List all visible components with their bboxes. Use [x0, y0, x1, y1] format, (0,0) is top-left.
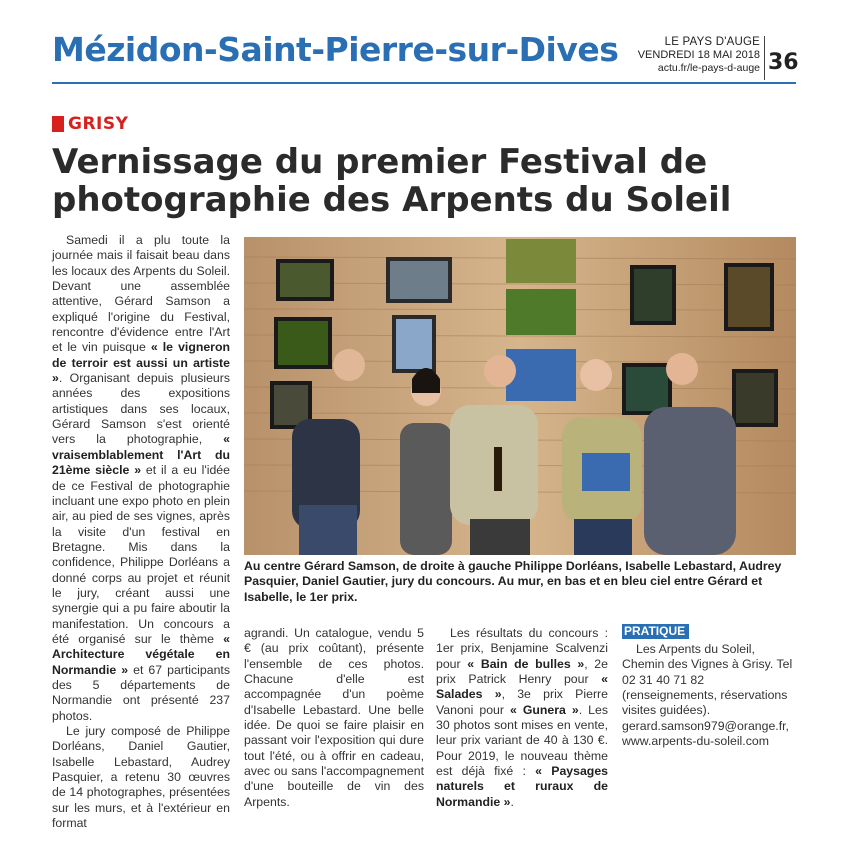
header-rule: [52, 82, 796, 84]
text: , 2e prix Patrick Henry pour: [436, 656, 608, 687]
text: et 67 participants des 5 départements de Normandie ont présenté 237 photos.: [52, 662, 230, 723]
article-column-2: [244, 626, 424, 810]
rubric-label: GRISY: [68, 114, 129, 134]
pratique-body: Les Arpents du Soleil, Chemin des Vignes à Grisy. Tel 02 31 40 71 82 (renseignements, réservations visites guidées). gerard.samson979@orange.fr, www.arpents-du-soleil.com: [622, 642, 793, 749]
text: et il a eu l'idée de ce Festival de photographie incluant une expo photo en plein air, au pied de ses vignes, après la visite d'un festival en Bretagne. Mis dans la confidence, Philippe Dorléans a donné corps au projet et réunit le jury, créant aussi une synergie qui a pu faire aboutir la manifestation. Un concours a été organisé sur le thème: [52, 463, 230, 646]
header-divider: [764, 36, 765, 80]
quote: « vraisemblablement l'Art du 21ème siècle »: [52, 432, 230, 478]
prize-title: « Bain de bulles »: [467, 656, 585, 671]
text: .: [510, 794, 514, 809]
page-number: 36: [768, 50, 799, 75]
rubric-square-icon: [52, 116, 64, 132]
newspaper-name: LE PAYS D'AUGE: [664, 36, 760, 48]
text: Les résultats du concours : 1er prix, Benjamine Scalvenzi pour: [436, 626, 608, 671]
photo-caption: Au centre Gérard Samson, de droite à gauche Philippe Dorléans, Isabelle Lebastard, Audrey Pasquier, Daniel Gautier, jury du concours. Au mur, en bas et en bleu ciel entre Gérard et Isabelle, le 1er prix.: [244, 559, 782, 604]
event-photo: [244, 237, 796, 555]
prize-title: « Gunera »: [510, 702, 579, 717]
article-column-3: [436, 626, 608, 810]
paragraph: [436, 626, 608, 810]
quote: « Architecture végétale en Normandie »: [52, 631, 230, 677]
pratique-box: [622, 624, 796, 749]
prize-title: « Salades »: [436, 672, 608, 702]
quote: « le vigneron de terroir est aussi un artiste »: [52, 340, 230, 386]
issue-date: VENDREDI 18 MAI 2018: [637, 49, 760, 61]
text: , 3e prix Pierre Vanoni pour: [436, 687, 608, 717]
paragraph: Le jury composé de Philippe Dorléans, Daniel Gautier, Isabelle Lebastard, Audrey Pasquier, a retenu 30 œuvres de 14 photographes, présentées sur les murs, et à l'extérieur en format: [52, 724, 230, 831]
text: . Organisant depuis plusieurs années des expositions artistiques dans ses locaux, Gérard Samson s'est orienté vers la photographie,: [52, 371, 230, 447]
paragraph: [52, 233, 230, 724]
article-column-1: [52, 233, 230, 831]
rubric: [52, 114, 128, 134]
text: . Les 30 photos sont mises en vente, leur prix variant de 40 à 130 €. Pour 2019, le nouveau thème est déjà fixé :: [436, 702, 608, 779]
text: Samedi il a plu toute la journée mais il faisait beau dans les locaux des Arpents du Soleil. Devant une assemblée attentive, Gérard Samson a expliqué l'origine du Festival, rencontre d'évidence entre l'Art et le vin puisque: [52, 233, 230, 355]
theme-title: « Paysages naturels et ruraux de Normandie »: [436, 764, 608, 809]
website-link[interactable]: actu.fr/le-pays-d-auge: [657, 62, 760, 74]
article-headline: Vernissage du premier Festival de photographie des Arpents du Soleil: [52, 142, 732, 220]
masthead: [636, 36, 760, 75]
pratique-label: PRATIQUE: [622, 624, 689, 639]
paragraph: agrandi. Un catalogue, vendu 5 € (au prix coûtant), présente l'ensemble de ces photos. Chacune d'elle est accompagnée d'un poème d'Isabelle Lebastard. Une belle idée. De quoi se faire plaisir en passant voir l'exposition qui dure tout l'été, ou à offrir en cadeau, avec ou sans l'accompagnement d'une bouteille de vin des Arpents.: [244, 626, 424, 809]
city-title: Mézidon-Saint-Pierre-sur-Dives: [52, 30, 619, 69]
